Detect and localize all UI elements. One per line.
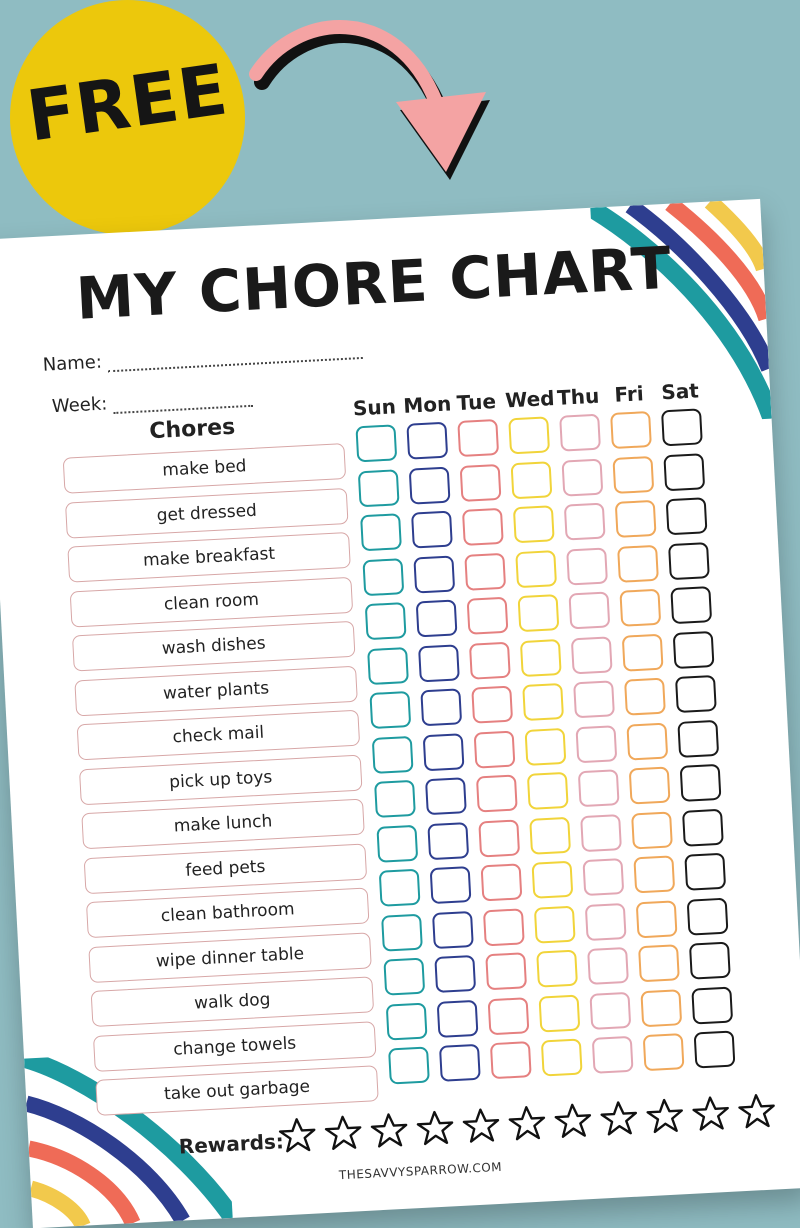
chore-checkbox[interactable] xyxy=(511,461,553,499)
chore-checkbox[interactable] xyxy=(629,766,671,804)
chore-checkbox[interactable] xyxy=(568,591,610,629)
chore-chart-sheet xyxy=(0,199,800,1228)
star-icon[interactable] xyxy=(599,1099,639,1139)
chore-checkbox[interactable] xyxy=(467,597,509,635)
chore-checkbox[interactable] xyxy=(675,675,717,713)
chore-checkbox[interactable] xyxy=(490,1041,532,1079)
chore-checkbox[interactable] xyxy=(668,542,710,580)
chore-checkbox[interactable] xyxy=(673,631,715,669)
chore-checkbox[interactable] xyxy=(582,858,624,896)
chore-checkbox[interactable] xyxy=(525,727,567,765)
chore-checkbox[interactable] xyxy=(362,558,404,596)
chore-checkbox[interactable] xyxy=(513,505,555,543)
chore-checkbox[interactable] xyxy=(508,416,550,454)
chore-item[interactable]: change towels xyxy=(93,1021,376,1072)
chore-item[interactable]: make lunch xyxy=(81,799,364,850)
chore-checkbox[interactable] xyxy=(677,719,719,757)
chore-item[interactable]: water plants xyxy=(74,665,357,716)
chore-checkbox[interactable] xyxy=(406,422,448,460)
free-badge-text: FREE xyxy=(22,48,233,158)
chores-header: Chores xyxy=(148,414,236,445)
chore-checkbox[interactable] xyxy=(680,764,722,802)
chore-checkbox[interactable] xyxy=(615,500,657,538)
chore-checkbox[interactable] xyxy=(439,1044,481,1082)
chore-checkbox[interactable] xyxy=(358,469,400,507)
chore-checkbox[interactable] xyxy=(374,780,416,818)
chore-checkbox[interactable] xyxy=(638,944,680,982)
chore-checkbox[interactable] xyxy=(536,950,578,988)
name-line[interactable] xyxy=(107,343,362,372)
chore-checkbox[interactable] xyxy=(515,550,557,588)
chore-item[interactable]: make breakfast xyxy=(67,532,350,583)
chore-checkbox[interactable] xyxy=(610,411,652,449)
chore-checkbox[interactable] xyxy=(369,691,411,729)
chore-checkbox[interactable] xyxy=(538,994,580,1032)
week-field[interactable] xyxy=(51,386,253,417)
chore-checkbox[interactable] xyxy=(464,552,506,590)
chore-checkbox[interactable] xyxy=(416,599,458,637)
chore-checkbox[interactable] xyxy=(663,453,705,491)
chore-checkbox[interactable] xyxy=(643,1033,685,1071)
day-label: Mon xyxy=(402,391,452,418)
chore-item[interactable]: take out garbage xyxy=(95,1065,378,1116)
chore-checkbox[interactable] xyxy=(520,639,562,677)
chore-checkbox[interactable] xyxy=(355,424,397,462)
chore-checkbox[interactable] xyxy=(624,678,666,716)
chore-checkbox[interactable] xyxy=(457,419,499,457)
chore-checkbox[interactable] xyxy=(575,725,617,763)
chore-checkbox[interactable] xyxy=(666,497,708,535)
chore-checkbox[interactable] xyxy=(372,735,414,773)
chore-checkbox[interactable] xyxy=(413,555,455,593)
chore-checkbox[interactable] xyxy=(670,586,712,624)
chore-checkbox[interactable] xyxy=(383,958,425,996)
chore-checkbox[interactable] xyxy=(365,602,407,640)
chore-checkbox[interactable] xyxy=(420,688,462,726)
chore-checkbox[interactable] xyxy=(427,822,469,860)
chore-checkbox[interactable] xyxy=(376,824,418,862)
star-icon[interactable] xyxy=(507,1103,547,1143)
chore-checkbox[interactable] xyxy=(430,866,472,904)
chore-checkbox[interactable] xyxy=(432,910,474,948)
week-label: Week: xyxy=(51,393,108,418)
chore-checkbox[interactable] xyxy=(687,897,729,935)
day-label: Sat xyxy=(660,378,700,405)
chore-checkbox[interactable] xyxy=(640,989,682,1027)
chore-checkbox[interactable] xyxy=(423,733,465,771)
chore-checkbox[interactable] xyxy=(612,455,654,493)
day-label: Wed xyxy=(504,385,556,413)
chore-list xyxy=(63,443,380,1124)
chore-item[interactable]: wash dishes xyxy=(72,621,355,672)
name-field[interactable] xyxy=(42,338,363,376)
chore-checkbox[interactable] xyxy=(589,991,631,1029)
chore-item[interactable]: clean room xyxy=(70,576,353,627)
chore-checkbox[interactable] xyxy=(694,1030,736,1068)
chore-checkbox[interactable] xyxy=(481,863,523,901)
star-icon[interactable] xyxy=(415,1108,455,1148)
chore-checkbox[interactable] xyxy=(471,686,513,724)
chore-item[interactable]: make bed xyxy=(63,443,346,494)
chore-checkbox[interactable] xyxy=(619,589,661,627)
chore-checkbox[interactable] xyxy=(367,647,409,685)
chore-checkbox[interactable] xyxy=(527,772,569,810)
chore-checkbox[interactable] xyxy=(561,458,603,496)
chore-checkbox[interactable] xyxy=(360,513,402,551)
chore-checkbox[interactable] xyxy=(460,463,502,501)
day-label: Thu xyxy=(556,383,600,410)
chore-checkbox[interactable] xyxy=(476,775,518,813)
chore-checkbox[interactable] xyxy=(559,414,601,452)
chore-checkbox[interactable] xyxy=(626,722,668,760)
chore-checkbox[interactable] xyxy=(691,986,733,1024)
chore-checkbox[interactable] xyxy=(573,680,615,718)
chore-item[interactable]: pick up toys xyxy=(79,754,362,805)
chore-checkbox[interactable] xyxy=(411,511,453,549)
chore-checkbox[interactable] xyxy=(592,1036,634,1074)
chore-item[interactable]: check mail xyxy=(77,710,360,761)
star-icon[interactable] xyxy=(369,1111,409,1151)
chore-checkbox[interactable] xyxy=(631,811,673,849)
chore-checkbox[interactable] xyxy=(633,855,675,893)
chore-checkbox[interactable] xyxy=(478,819,520,857)
page-title: MY CHORE CHART xyxy=(74,233,674,333)
chore-checkbox[interactable] xyxy=(483,908,525,946)
star-icon[interactable] xyxy=(691,1094,731,1134)
site-credit: THESAVVYSPARROW.COM xyxy=(338,1159,503,1183)
chore-checkbox[interactable] xyxy=(682,808,724,846)
day-label: Fri xyxy=(613,381,645,407)
star-icon[interactable] xyxy=(553,1101,593,1141)
name-label: Name: xyxy=(42,351,103,376)
chore-checkbox[interactable] xyxy=(434,955,476,993)
chore-checkbox[interactable] xyxy=(379,869,421,907)
chore-checkbox[interactable] xyxy=(617,544,659,582)
chore-checkbox[interactable] xyxy=(564,503,606,541)
chore-checkbox[interactable] xyxy=(684,853,726,891)
chore-checkbox[interactable] xyxy=(388,1046,430,1084)
week-line[interactable] xyxy=(113,391,254,414)
chore-item[interactable]: clean bathroom xyxy=(86,887,369,938)
chore-checkbox[interactable] xyxy=(469,641,511,679)
chore-checkbox[interactable] xyxy=(578,769,620,807)
chore-checkbox[interactable] xyxy=(585,902,627,940)
day-label: Tue xyxy=(456,389,497,416)
chore-checkbox[interactable] xyxy=(418,644,460,682)
chore-checkbox[interactable] xyxy=(488,997,530,1035)
chore-checkbox[interactable] xyxy=(636,900,678,938)
chore-checkbox[interactable] xyxy=(462,508,504,546)
chore-checkbox[interactable] xyxy=(485,952,527,990)
chore-checkbox[interactable] xyxy=(580,814,622,852)
chore-checkbox[interactable] xyxy=(661,408,703,446)
star-icon[interactable] xyxy=(323,1113,363,1153)
chore-item[interactable]: walk dog xyxy=(91,976,374,1027)
chore-checkbox[interactable] xyxy=(587,947,629,985)
chore-item[interactable]: wipe dinner table xyxy=(88,932,371,983)
chore-checkbox[interactable] xyxy=(381,913,423,951)
chore-checkbox[interactable] xyxy=(571,636,613,674)
chore-item[interactable]: feed pets xyxy=(84,843,367,894)
star-icon[interactable] xyxy=(461,1106,501,1146)
chore-checkbox[interactable] xyxy=(437,999,479,1037)
chore-checkbox[interactable] xyxy=(622,633,664,671)
chore-checkbox[interactable] xyxy=(532,861,574,899)
chore-checkbox[interactable] xyxy=(566,547,608,585)
chore-checkbox[interactable] xyxy=(522,683,564,721)
chore-checkbox[interactable] xyxy=(541,1038,583,1076)
chore-checkbox[interactable] xyxy=(534,905,576,943)
chore-checkbox[interactable] xyxy=(425,777,467,815)
star-icon[interactable] xyxy=(645,1096,685,1136)
chore-checkbox[interactable] xyxy=(409,466,451,504)
rewards-label: Rewards: xyxy=(178,1129,285,1159)
chore-checkbox[interactable] xyxy=(529,816,571,854)
chore-checkbox[interactable] xyxy=(689,942,731,980)
chore-checkbox[interactable] xyxy=(518,594,560,632)
day-label: Sun xyxy=(352,394,397,421)
chore-checkbox[interactable] xyxy=(386,1002,428,1040)
star-icon[interactable] xyxy=(737,1091,777,1131)
star-icon[interactable] xyxy=(277,1115,317,1155)
chore-item[interactable]: get dressed xyxy=(65,487,348,538)
chore-checkbox[interactable] xyxy=(474,730,516,768)
